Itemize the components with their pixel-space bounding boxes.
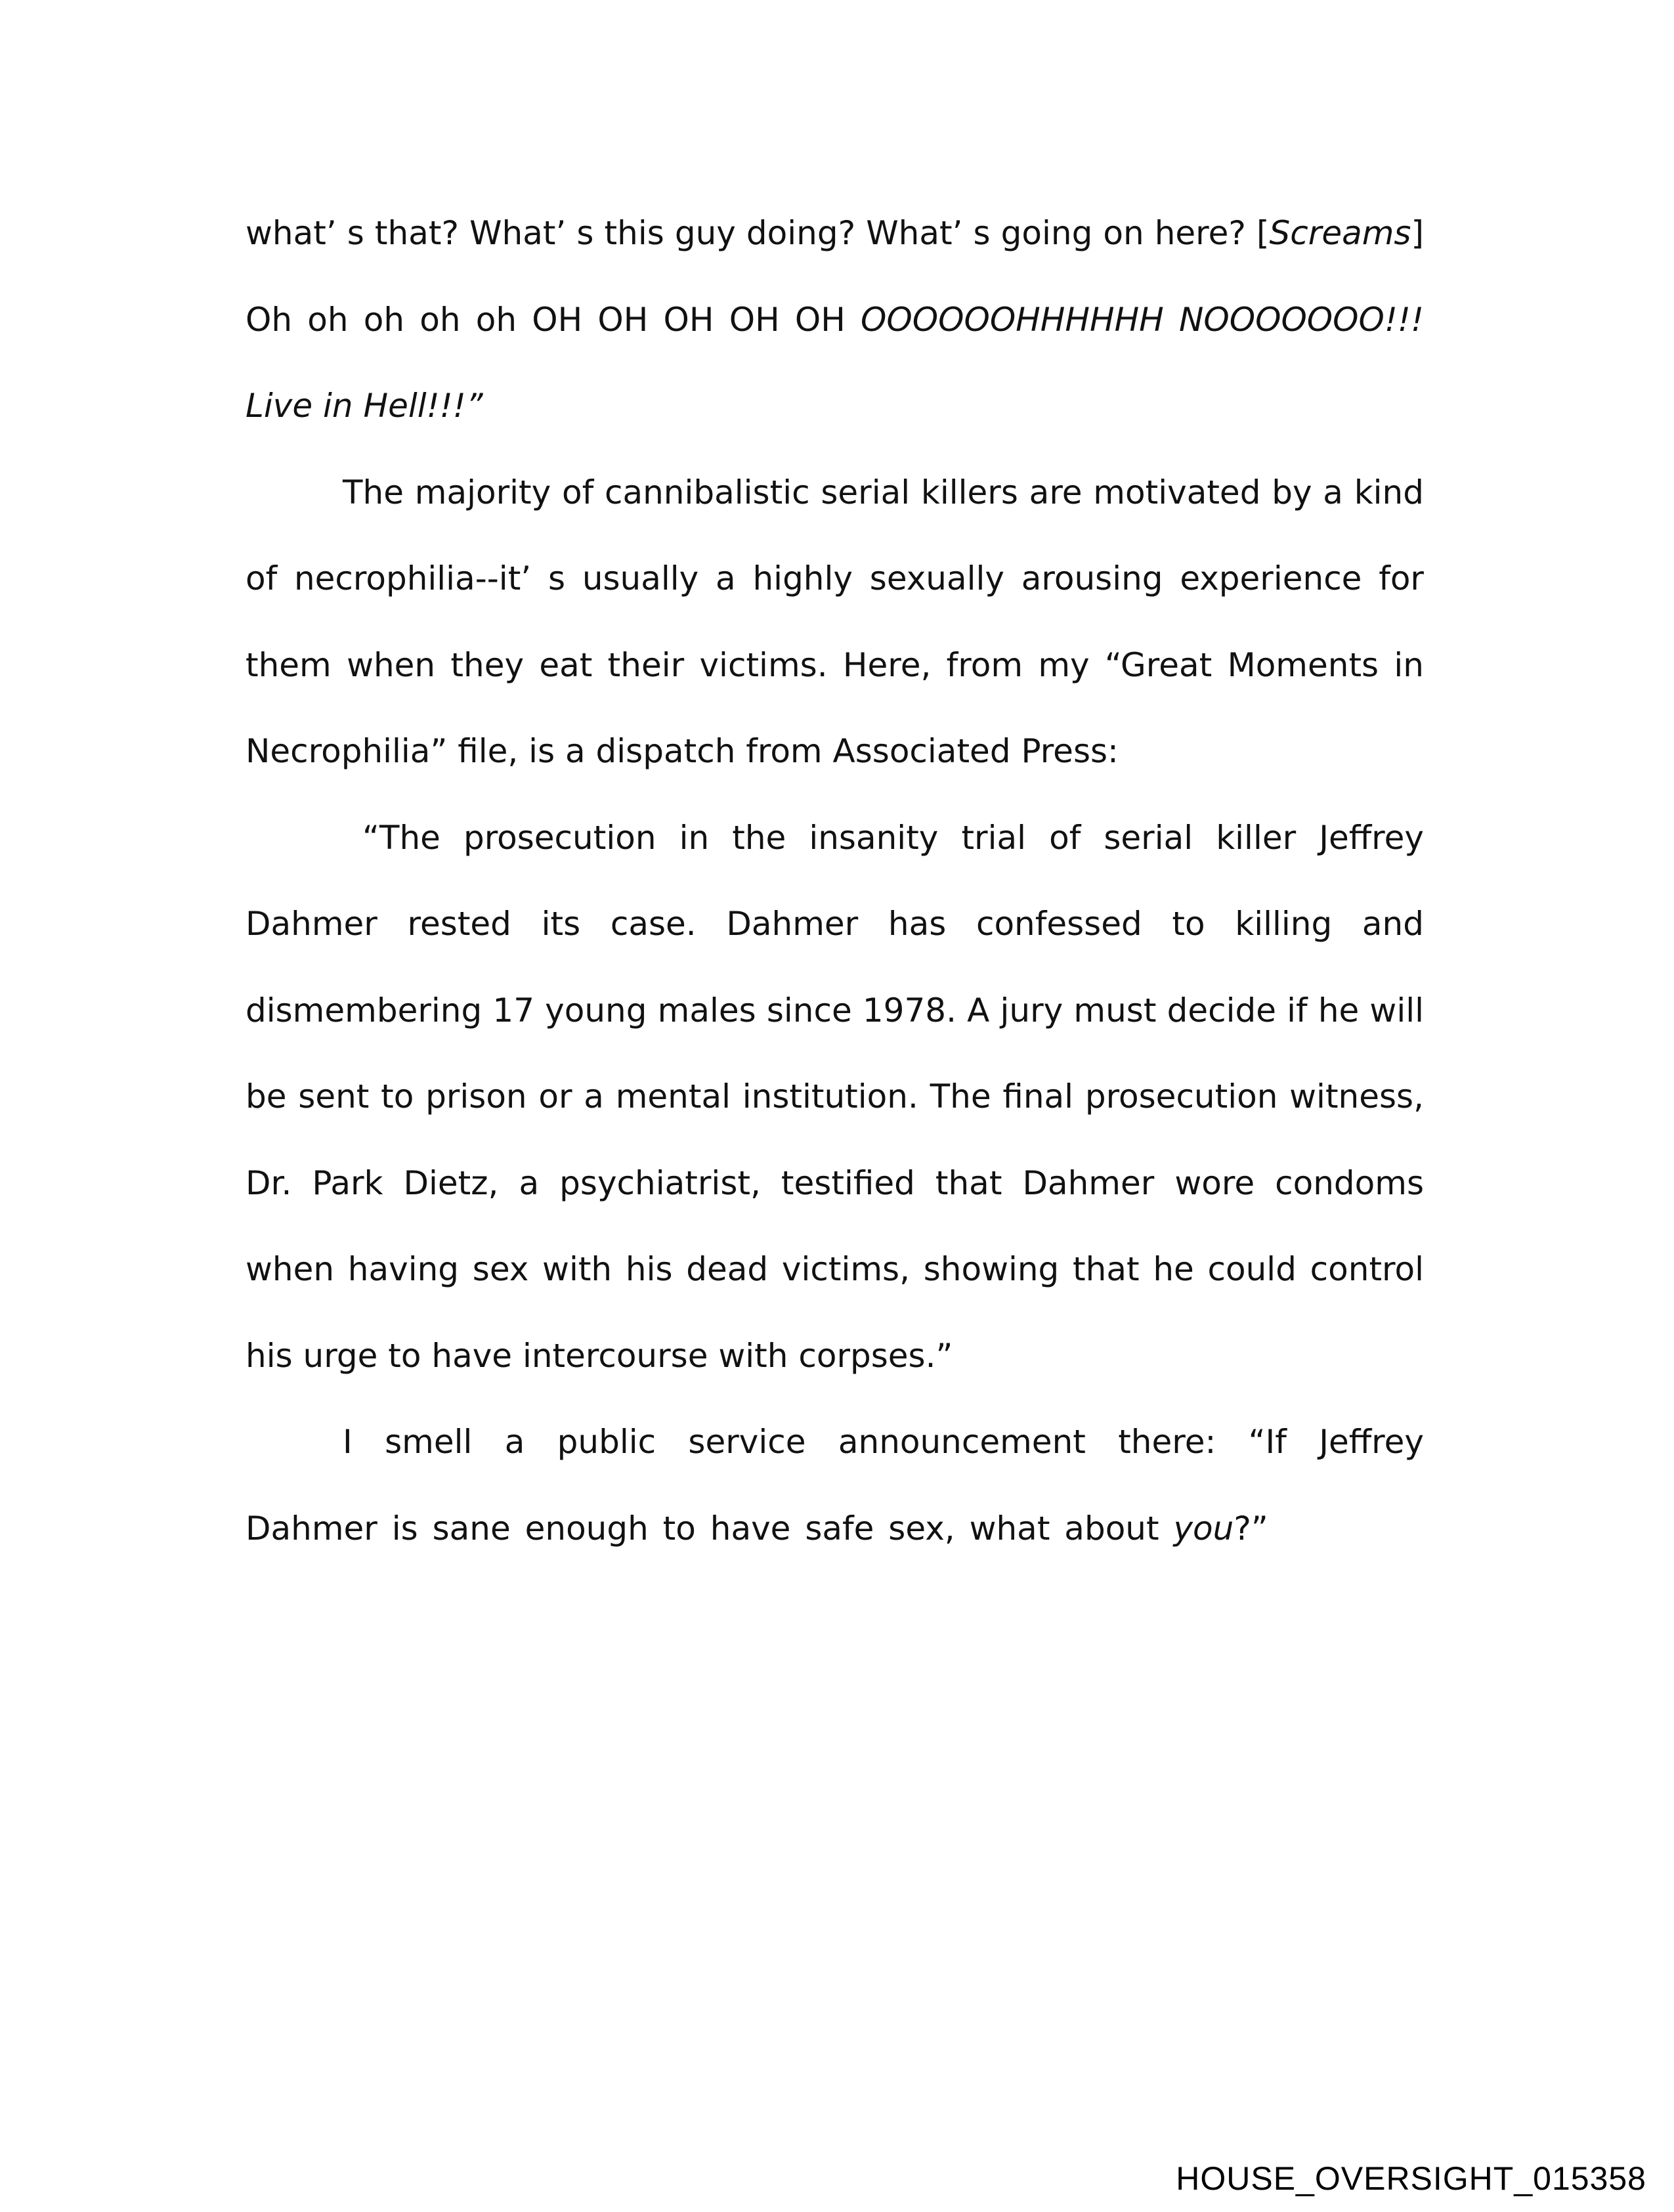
closing-text-end: ?”: [1234, 1509, 1268, 1548]
bates-stamp: HOUSE_OVERSIGHT_015358: [1176, 2160, 1646, 2197]
continuation-paragraph: [246, 190, 1424, 450]
shout-text: OOOOOOHHHHHH NOOOOOOO!!! Live in Hell!!!”: [246, 300, 1424, 425]
closing-emphasis: you: [1173, 1509, 1234, 1548]
closing-paragraph: [246, 1399, 1424, 1572]
screams-stage-direction: Screams: [1269, 214, 1411, 252]
document-body: [246, 190, 1424, 1572]
paragraph-cannibal-motivation: The majority of cannibalistic serial killers are motivated by a kind of necrophilia--it’ s usually a highly sexually arousing experience for them when they eat their victims. Here, from my “Great Moments in Necrophilia” file, is a dispatch from Associated Press:: [246, 473, 1424, 770]
associated-press-quote: “The prosecution in the insanity trial of serial killer Jeffrey Dahmer rested its case. Dahmer has confessed to killing and dismembering 17 young males since 1978. A jury must decide if he will be sent to prison or a mental institution. The final prosecution witness, Dr. Park Dietz, a psychiatrist, testified that Dahmer wore condoms when having sex with his dead victims, showing that he could control his urge to have intercourse with corpses.”: [246, 818, 1424, 1375]
continuation-text-start: what’ s that? What’ s this guy doing? What’ s going on here? [: [246, 214, 1270, 252]
closing-text-start: I smell a public service announcement there: “If Jeffrey Dahmer is sane enough to have safe sex, what about: [246, 1423, 1424, 1548]
continuation-text-middle: ] Oh oh oh oh oh OH OH OH OH OH: [246, 214, 1424, 339]
